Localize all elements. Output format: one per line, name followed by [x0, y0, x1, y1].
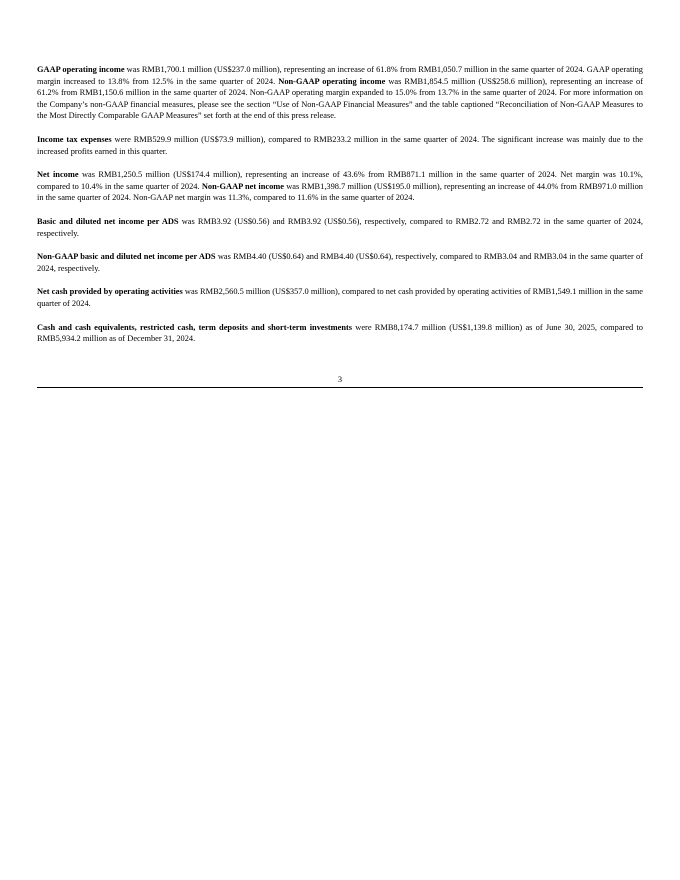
paragraph-text: was RMB3.92 (US$0.56) and RMB3.92 (US$0.56), respectively, compared to RMB2.72 and RMB2.72 in the same quarter of 2024, respectively.	[37, 216, 644, 238]
paragraph-operating-income	[37, 64, 643, 122]
paragraph-text: was RMB1,854.5 million (US$258.6 million), representing an increase of 61.2% from RMB1,150.6 million in the same quarter of 2024. Non-GAAP operating margin expanded to 15.0% from 13.7% in the same quarter of 2024. For more information on the Company’s non-GAAP financial measures, please see the section “Use of Non-GAAP Financial Measures” and the table captioned “Reconciliation of Non-GAAP Measures to the Most Directly Comparable GAAP Measures” set forth at the end of this press release.	[37, 76, 643, 121]
document-body	[37, 64, 643, 357]
paragraph-eps	[37, 216, 643, 239]
paragraph-text: was RMB1,700.1 million (US$237.0 million), representing an increase of 61.8% from RMB1,050.7 million in the same quarter of 2024. GAAP operating margin increased to 13.8% from 12.5% in the same quarter of 2024.	[37, 65, 643, 86]
paragraph-text: was RMB4.40 (US$0.64) and RMB4.40 (US$0.64), respectively, compared to RMB3.04 and RMB3.04 in the same quarter of 2024, respectively.	[37, 252, 643, 273]
paragraph-text: was RMB1,250.5 million (US$174.4 million), representing an increase of 43.6% from RMB871.1 million in the same quarter of 2024. Net margin was 10.1%, compared to 10.4% in the same quarter of 2024.	[37, 170, 644, 191]
term-non-gaap-operating-income: Non-GAAP operating income	[278, 76, 386, 86]
term-cash-and-investments: Cash and cash equivalents, restricted cash, term deposits and short-term investments	[37, 322, 353, 332]
paragraph-cash-balance	[37, 322, 643, 345]
term-income-tax-expenses: Income tax expenses	[37, 134, 112, 144]
term-gaap-operating-income: GAAP operating income	[37, 65, 125, 74]
paragraph-text: were RMB529.9 million (US$73.9 million), compared to RMB233.2 million in the same quarter of 2024. The significant increase was mainly due to the increased profits earned in this quarter.	[37, 134, 643, 156]
term-net-income: Net income	[37, 170, 79, 180]
page-number: 3	[337, 375, 343, 384]
term-net-income-per-ads: Basic and diluted net income per ADS	[37, 216, 179, 226]
paragraph-text: was RMB1,398.7 million (US$195.0 million), representing an increase of 44.0% from RMB971.0 million in the same quarter of 2024. Non-GAAP net margin was 11.3%, compared to 11.6% in the same quarter of 2024.	[37, 181, 643, 203]
footer-divider	[37, 387, 643, 388]
term-non-gaap-net-income: Non-GAAP net income	[201, 181, 285, 191]
paragraph-text: were RMB8,174.7 million (US$1,139.8 million) as of June 30, 2025, compared to RMB5,934.2 million as of December 31, 2024.	[37, 322, 643, 344]
paragraph-non-gaap-eps	[37, 251, 643, 274]
term-net-cash-operating: Net cash provided by operating activities	[37, 287, 183, 297]
term-non-gaap-net-income-per-ads: Non-GAAP basic and diluted net income per ADS	[37, 252, 216, 262]
paragraph-operating-cash	[37, 286, 643, 309]
paragraph-net-income	[37, 169, 643, 204]
paragraph-income-tax	[37, 134, 643, 157]
paragraph-text: was RMB2,560.5 million (US$357.0 million), compared to net cash provided by operating activities of RMB1,549.1 million in the same quarter of 2024.	[37, 287, 643, 308]
